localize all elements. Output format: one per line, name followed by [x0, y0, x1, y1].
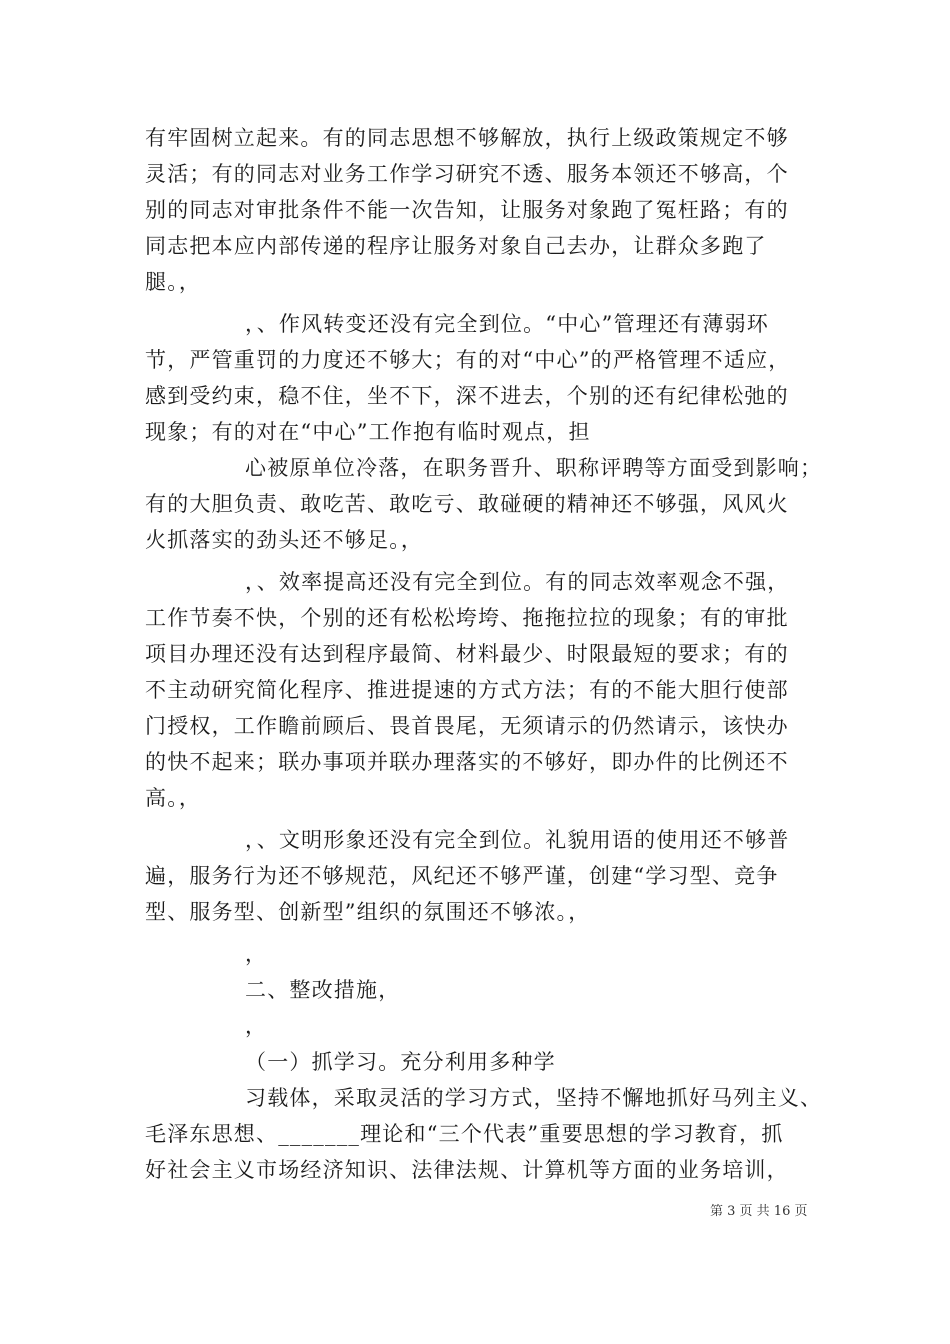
- text-line: 工作节奏不快，个别的还有松松垮垮、拖拖拉拉的现象；有的审批: [145, 606, 789, 630]
- text-line: 高。，: [145, 786, 202, 810]
- text-line: 感到受约束，稳不住，坐不下，深不进去，个别的还有纪律松弛的: [145, 384, 789, 408]
- paragraph-start: 习载体，采取灵活的学习方式，坚持不懈地抓好马列主义、: [245, 1086, 823, 1110]
- text-line: 型、服务型、创新型”组织的氛围还不够浓。，: [145, 900, 591, 924]
- paragraph-start: ，、作风转变还没有完全到位。“中心”管理还有薄弱环: [245, 312, 769, 336]
- text-line: 项目办理还没有达到程序最简、材料最少、时限最短的要求；有的: [145, 642, 789, 666]
- text-line: 节，严管重罚的力度还不够大；有的对“中心”的严格管理不适应，: [145, 348, 791, 372]
- text-line: 毛泽东思想、_______理论和“三个代表”重要思想的学习教育，抓: [145, 1122, 784, 1146]
- text-line: 现象；有的对在“中心”工作抱有临时观点，担: [145, 420, 591, 444]
- text-line: 遍，服务行为还不够规范，风纪还不够严谨，创建“学习型、竞争: [145, 864, 779, 888]
- paragraph-start: 心被原单位冷落，在职务晋升、职称评聘等方面受到影响；: [245, 456, 823, 480]
- text-line: 有的大胆负责、敢吃苦、敢吃亏、敢碰硬的精神还不够强，风风火: [145, 492, 789, 516]
- empty-paragraph: ，: [245, 942, 268, 966]
- paragraph-start: ，、文明形象还没有完全到位。礼貌用语的使用还不够普: [245, 828, 790, 852]
- text-line: 别的同志对审批条件不能一次告知，让服务对象跑了冤枉路；有的: [145, 198, 789, 222]
- text-line: 的快不起来；联办事项并联办理落实的不够好，即办件的比例还不: [145, 750, 789, 774]
- paragraph-start: ，、效率提高还没有完全到位。有的同志效率观念不强，: [245, 570, 790, 594]
- text-line: 腿。，: [145, 270, 202, 294]
- page-number-footer: 第 3 页 共 16 页: [710, 1204, 808, 1219]
- text-line: 有牢固树立起来。有的同志思想不够解放，执行上级政策规定不够: [145, 126, 789, 150]
- text-line: 火抓落实的劲头还不够足。，: [145, 528, 424, 552]
- text-line: 门授权，工作瞻前顾后、畏首畏尾，无须请示的仍然请示，该快办: [145, 714, 789, 738]
- text-line: 好社会主义市场经济知识、法律法规、计算机等方面的业务培训，: [145, 1158, 789, 1182]
- text-line: 不主动研究简化程序、推进提速的方式方法；有的不能大胆行使部: [145, 678, 789, 702]
- section-heading: 二、整改措施，: [245, 978, 401, 1002]
- text-line: 灵活；有的同志对业务工作学习研究不透、服务本领还不够高，个: [145, 162, 789, 186]
- text-line: 同志把本应内部传递的程序让服务对象自己去办，让群众多跑了: [145, 234, 767, 258]
- empty-paragraph: ，: [245, 1014, 268, 1038]
- subsection-heading: （一）抓学习。充分利用多种学: [245, 1050, 556, 1074]
